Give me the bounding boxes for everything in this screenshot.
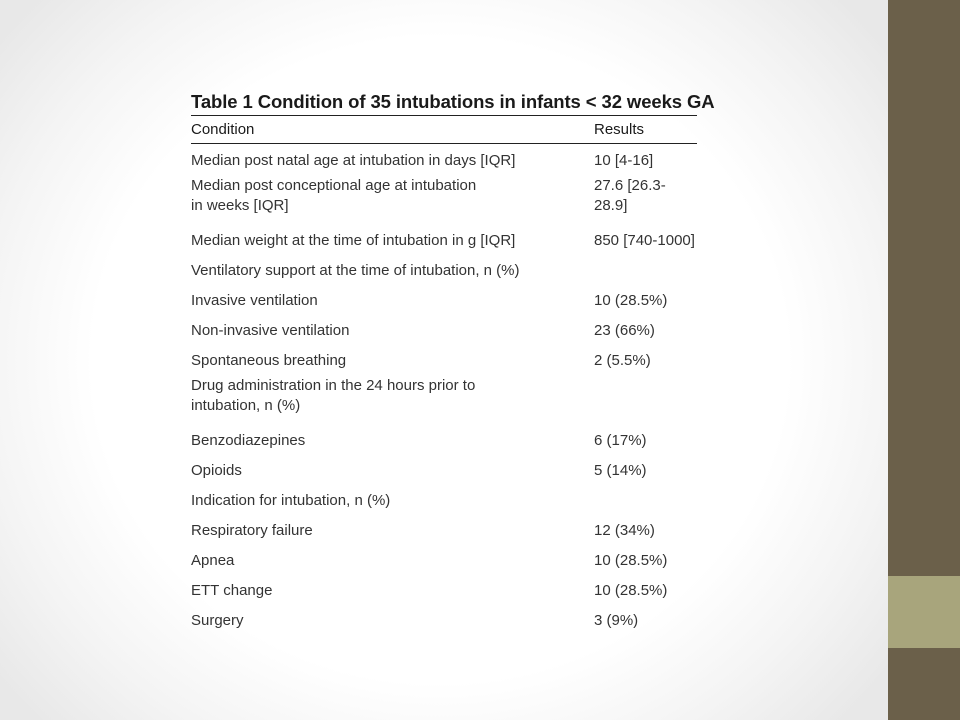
table-row [191, 486, 697, 516]
cell-result: 5 (14%) [594, 462, 647, 479]
cell-result: 3 (9%) [594, 612, 639, 629]
cell-result: 12 (34%) [594, 522, 655, 539]
cell-condition: Invasive ventilation [191, 292, 318, 309]
table-row [191, 576, 697, 606]
header-results: Results [594, 121, 645, 138]
cell-condition: Spontaneous breathing [191, 352, 347, 369]
cell-result: 850 [740-1000] [594, 232, 695, 249]
cell-result: 10 [4-16] [594, 152, 654, 169]
cell-condition: Surgery [191, 612, 244, 629]
cell-result: 27.6 [26.3-28.9] [594, 177, 666, 214]
cell-condition: Median post natal age at intubation in days [IQR] [191, 152, 516, 169]
table-row [191, 456, 697, 486]
cell-result: 2 (5.5%) [594, 352, 651, 369]
cell-condition: Ventilatory support at the time of intubation, n (%) [191, 262, 520, 279]
table-row [191, 346, 697, 376]
table-row [191, 316, 697, 346]
cell-result: 10 (28.5%) [594, 292, 668, 309]
cell-condition: ETT change [191, 582, 273, 599]
table-row [191, 426, 697, 456]
cell-result: 10 (28.5%) [594, 552, 668, 569]
table-row [191, 146, 697, 176]
cell-condition: Median weight at the time of intubation in g [IQR] [191, 232, 516, 249]
table-title: Table 1 Condition of 35 intubations in infants < 32 weeks GA [191, 91, 715, 112]
cell-result: 6 (17%) [594, 432, 647, 449]
cell-condition: Respiratory failure [191, 522, 313, 539]
cell-condition: Opioids [191, 462, 242, 479]
data-table [191, 88, 715, 636]
cell-condition: Apnea [191, 552, 235, 569]
table-row [191, 286, 697, 316]
table-row [191, 226, 697, 256]
cell-result: 23 (66%) [594, 322, 655, 339]
table-row [191, 256, 697, 286]
table-row [191, 516, 697, 546]
side-accent-block [888, 576, 960, 648]
cell-condition: Indication for intubation, n (%) [191, 492, 391, 509]
cell-condition: Median post conceptional age at intubation in weeks [IQR] [191, 177, 477, 214]
cell-result: 10 (28.5%) [594, 582, 668, 599]
table-row [191, 546, 697, 576]
table-row [191, 376, 697, 426]
header-condition: Condition [191, 121, 255, 138]
table-header [191, 116, 697, 143]
cell-condition: Drug administration in the 24 hours prior to intubation, n (%) [191, 377, 476, 414]
table-row [191, 176, 697, 226]
cell-condition: Benzodiazepines [191, 432, 306, 449]
table-row [191, 606, 697, 636]
cell-condition: Non-invasive ventilation [191, 322, 350, 339]
